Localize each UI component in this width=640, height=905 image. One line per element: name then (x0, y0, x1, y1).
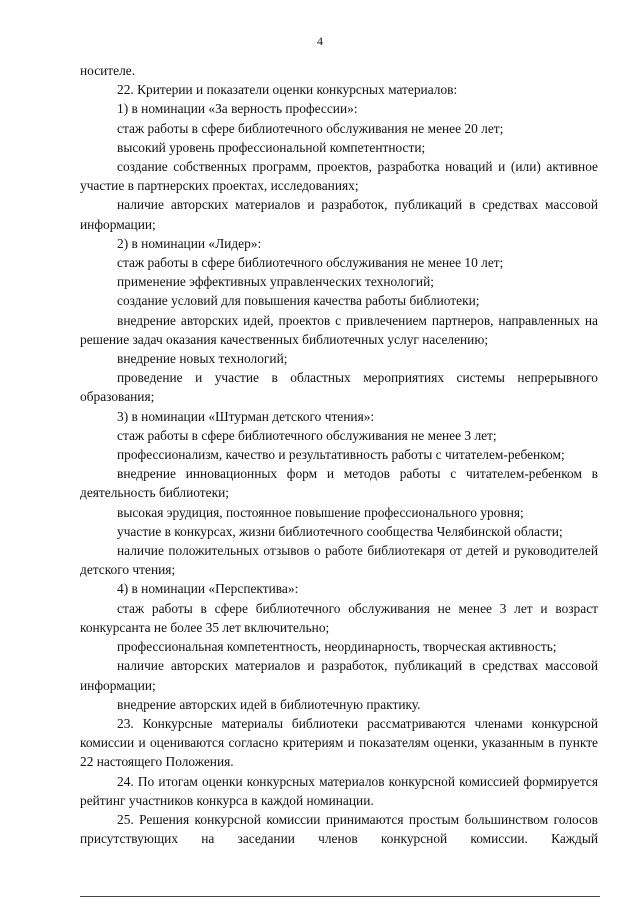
paragraph: 22. Критерии и показатели оценки конкурсных материалов: (117, 82, 458, 98)
paragraph: 3) в номинации «Штурман детского чтения»: (117, 408, 375, 424)
paragraph: 4) в номинации «Перспектива»: (117, 581, 299, 597)
paragraph: профессиональная компетентность, неординарность, творческая активность; (117, 639, 557, 655)
paragraph: 2) в номинации «Лидер»: (117, 235, 262, 251)
paragraph: создание условий для повышения качества работы библиотеки; (117, 293, 480, 309)
paragraph: проведение и участие в областных мероприятиях системы непрерывного образования; (80, 370, 598, 405)
paragraph: 1) в номинации «За верность профессии»: (117, 101, 358, 117)
page-bottom-rule (80, 896, 600, 897)
paragraph: наличие положительных отзывов о работе библиотекаря от детей и руководителей детского чтения; (80, 543, 598, 578)
paragraph: стаж работы в сфере библиотечного обслуживания не менее 20 лет; (117, 120, 504, 136)
paragraph: наличие авторских материалов и разработок, публикаций в средствах массовой информации; (80, 658, 598, 693)
paragraph: внедрение инновационных форм и методов работы с читателем-ребенком в деятельность библиотеки; (80, 466, 598, 501)
paragraph: носителе. (80, 63, 136, 78)
paragraph: профессионализм, качество и результативность работы с читателем-ребенком; (117, 447, 565, 463)
paragraph: 25. Решения конкурсной комиссии принимаются простым большинством голосов присутствующих на заседании членов конкурсной комиссии. Каждый (80, 811, 598, 847)
paragraph: наличие авторских материалов и разработок, публикаций в средствах массовой информации; (80, 197, 598, 232)
paragraph: внедрение авторских идей в библиотечную практику. (117, 696, 421, 712)
paragraph: 23. Конкурсные материалы библиотеки рассматриваются членами конкурсной комиссии и оцениваются согласно критериям и показателям оценки, указанным в пункте 22 настоящего Положения. (80, 715, 598, 770)
paragraph: внедрение авторских идей, проектов с привлечением партнеров, направленных на решение задач оказания качественных библиотечных услуг населению; (80, 312, 598, 347)
paragraph: внедрение новых технологий; (117, 351, 288, 367)
paragraph: стаж работы в сфере библиотечного обслуживания не менее 3 лет; (117, 427, 497, 443)
document-body (80, 61, 598, 848)
paragraph: 24. По итогам оценки конкурсных материалов конкурсной комиссией формируется рейтинг участников конкурса в каждой номинации. (80, 773, 598, 808)
paragraph: высокая эрудиция, постоянное повышение профессионального уровня; (117, 504, 524, 520)
paragraph: стаж работы в сфере библиотечного обслуживания не менее 3 лет и возраст конкурсанта не более 35 лет включительно; (80, 600, 598, 635)
paragraph: высокий уровень профессиональной компетентности; (117, 139, 426, 155)
paragraph: стаж работы в сфере библиотечного обслуживания не менее 10 лет; (117, 255, 504, 271)
paragraph: применение эффективных управленческих технологий; (117, 274, 434, 290)
paragraph: создание собственных программ, проектов, разработка новаций и (или) активное участие в партнерских проектах, исследованиях; (80, 159, 598, 194)
page-number: 4 (317, 34, 323, 48)
paragraph: участие в конкурсах, жизни библиотечного сообщества Челябинской области; (117, 523, 563, 539)
